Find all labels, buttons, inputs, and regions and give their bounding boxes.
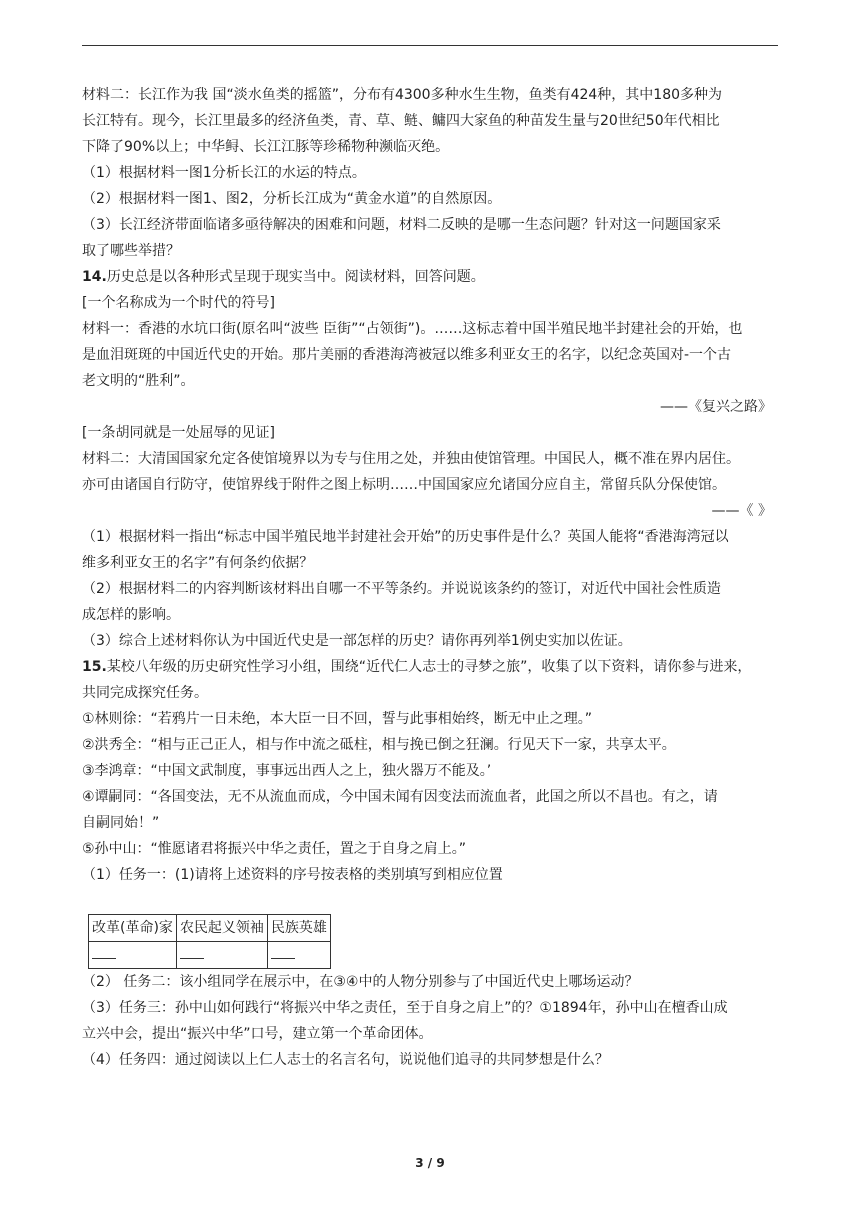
answer-blank[interactable] xyxy=(89,942,177,969)
text-line: 长江特有。现今，长江里最多的经济鱼类，青、草、鲢、鳙四大家鱼的种苗发生量与20世纪50年代相比 xyxy=(82,113,720,129)
question-15-stem xyxy=(82,654,778,680)
text-line: 材料二：长江作为我 国“淡水鱼类的摇篮”，分布有4300多种水生生物，鱼类有424种，其中180多种为 xyxy=(82,87,723,103)
task-line: （2） 任务二：该小组同学在展示中，在③④中的人物分别参与了中国近代史上哪场运动？ xyxy=(82,974,639,990)
task-line: （1）任务一：(1)请将上述资料的序号按表格的类别填写到相应位置 xyxy=(82,867,503,883)
question-14-stem xyxy=(82,264,778,290)
section-heading: [一个名称成为一个时代的符号] xyxy=(82,295,275,311)
material-line: 材料二：大清国国家允定各使馆境界以为专与住用之处，并独由使馆管理。中国民人，概不准在界内居住。 xyxy=(82,451,740,467)
question-stem: 历史总是以各种形式呈现于现实当中。阅读材料，回答问题。 xyxy=(106,269,485,285)
material-source: ——《复兴之路》 xyxy=(660,399,772,415)
section-heading: [一条胡同就是一处屈辱的见证] xyxy=(82,425,275,441)
page-content xyxy=(82,82,778,1073)
page-number: 3 / 9 xyxy=(415,1156,445,1170)
quote-line: ①林则徐：“若鸦片一日未绝，本大臣一日不回，誓与此事相始终，断无中止之理。” xyxy=(82,711,593,727)
quote-line: ⑤孙中山：“惟愿诸君将振兴中华之责任，置之于自身之肩上。” xyxy=(82,841,467,857)
quote-line: ②洪秀全：“相与正己正人，相与作中流之砥柱，相与挽已倒之狂澜。行见天下一家，共享太平。 xyxy=(82,737,676,753)
question-line: （3）综合上述材料你认为中国近代史是一部怎样的历史？请你再列举1例史实加以佐证。 xyxy=(82,633,632,649)
quote-line: ④谭嗣同：“各国变法，无不从流血而成，今中国未闻有因变法而流血者，此国之所以不昌也。有之，请 xyxy=(82,789,718,805)
table-header-row xyxy=(89,915,331,942)
table-header-cell: 改革(革命)家 xyxy=(89,915,177,942)
header-rule xyxy=(82,45,778,46)
material-source: ——《 》 xyxy=(711,503,772,519)
material-line: 亦可由诸国自行防守，使馆界线于附件之图上标明……中国国家应允诸国分应自主，常留兵队分保使馆。 xyxy=(82,477,726,493)
question-line: （1）根据材料一指出“标志中国半殖民地半封建社会开始”的历史事件是什么？英国人能将“香港海湾冠以 xyxy=(82,529,729,545)
question-line: 维多利亚女王的名字”有何条约依据？ xyxy=(82,555,314,571)
table-header-cell: 农民起义领袖 xyxy=(176,915,267,942)
blank-line xyxy=(180,944,204,959)
task-line: （3）任务三：孙中山如何践行“将振兴中华之责任，至于自身之肩上”的？①1894年，孙中山在檀香山成 xyxy=(82,1000,728,1016)
table-header-cell: 民族英雄 xyxy=(267,915,330,942)
question-number: 15. xyxy=(82,659,107,675)
blank-line xyxy=(92,944,116,959)
category-table xyxy=(88,914,331,969)
question-line: 取了哪些举措？ xyxy=(82,243,180,259)
quote-line: ③李鸿章：“中国文武制度，事事远出西人之上，独火器万不能及。’ xyxy=(82,763,492,779)
question-line: （1）根据材料一图1分析长江的水运的特点。 xyxy=(82,165,366,181)
question-line: 成怎样的影响。 xyxy=(82,607,180,623)
question-number: 14. xyxy=(82,269,107,285)
material-line: 老文明的“胜利”。 xyxy=(82,373,195,389)
task-line: （4）任务四：通过阅读以上仁人志士的名言名句，说说他们追寻的共同梦想是什么？ xyxy=(82,1052,609,1068)
material-line: 材料一：香港的水坑口街(原名叫“波些 臣街”“占领街”)。……这标志着中国半殖民地半封建社会的开始，也 xyxy=(82,321,743,337)
material-line: 是血泪斑斑的中国近代史的开始。那片美丽的香港海湾被冠以维多利亚女王的名字，以纪念英国对-一个古 xyxy=(82,347,732,363)
answer-blank[interactable] xyxy=(267,942,330,969)
question-stem: 某校八年级的历史研究性学习小组，围绕“近代仁人志士的寻梦之旅”，收集了以下资料，请你参与进来， xyxy=(106,659,752,675)
question-line: （2）根据材料一图1、图2，分析长江成为“黄金水道”的自然原因。 xyxy=(82,191,502,207)
question-stem-line: 共同完成探究任务。 xyxy=(82,685,208,701)
task-line: 立兴中会，提出“振兴中华”口号，建立第一个革命团体。 xyxy=(82,1026,433,1042)
quote-line: 自嗣同始！” xyxy=(82,815,160,831)
text-line: 下降了90%以上；中华鲟、长江江豚等珍稀物种濒临灭绝。 xyxy=(82,139,450,155)
blank-line xyxy=(271,944,295,959)
question-line: （3）长江经济带面临诸多亟待解决的困难和问题，材料二反映的是哪一生态问题？针对这一问题国家采 xyxy=(82,217,721,233)
question-line: （2）根据材料二的内容判断该材料出自哪一不平等条约。并说说该条约的签订，对近代中国社会性质造 xyxy=(82,581,721,597)
table-row xyxy=(89,942,331,969)
answer-blank[interactable] xyxy=(176,942,267,969)
